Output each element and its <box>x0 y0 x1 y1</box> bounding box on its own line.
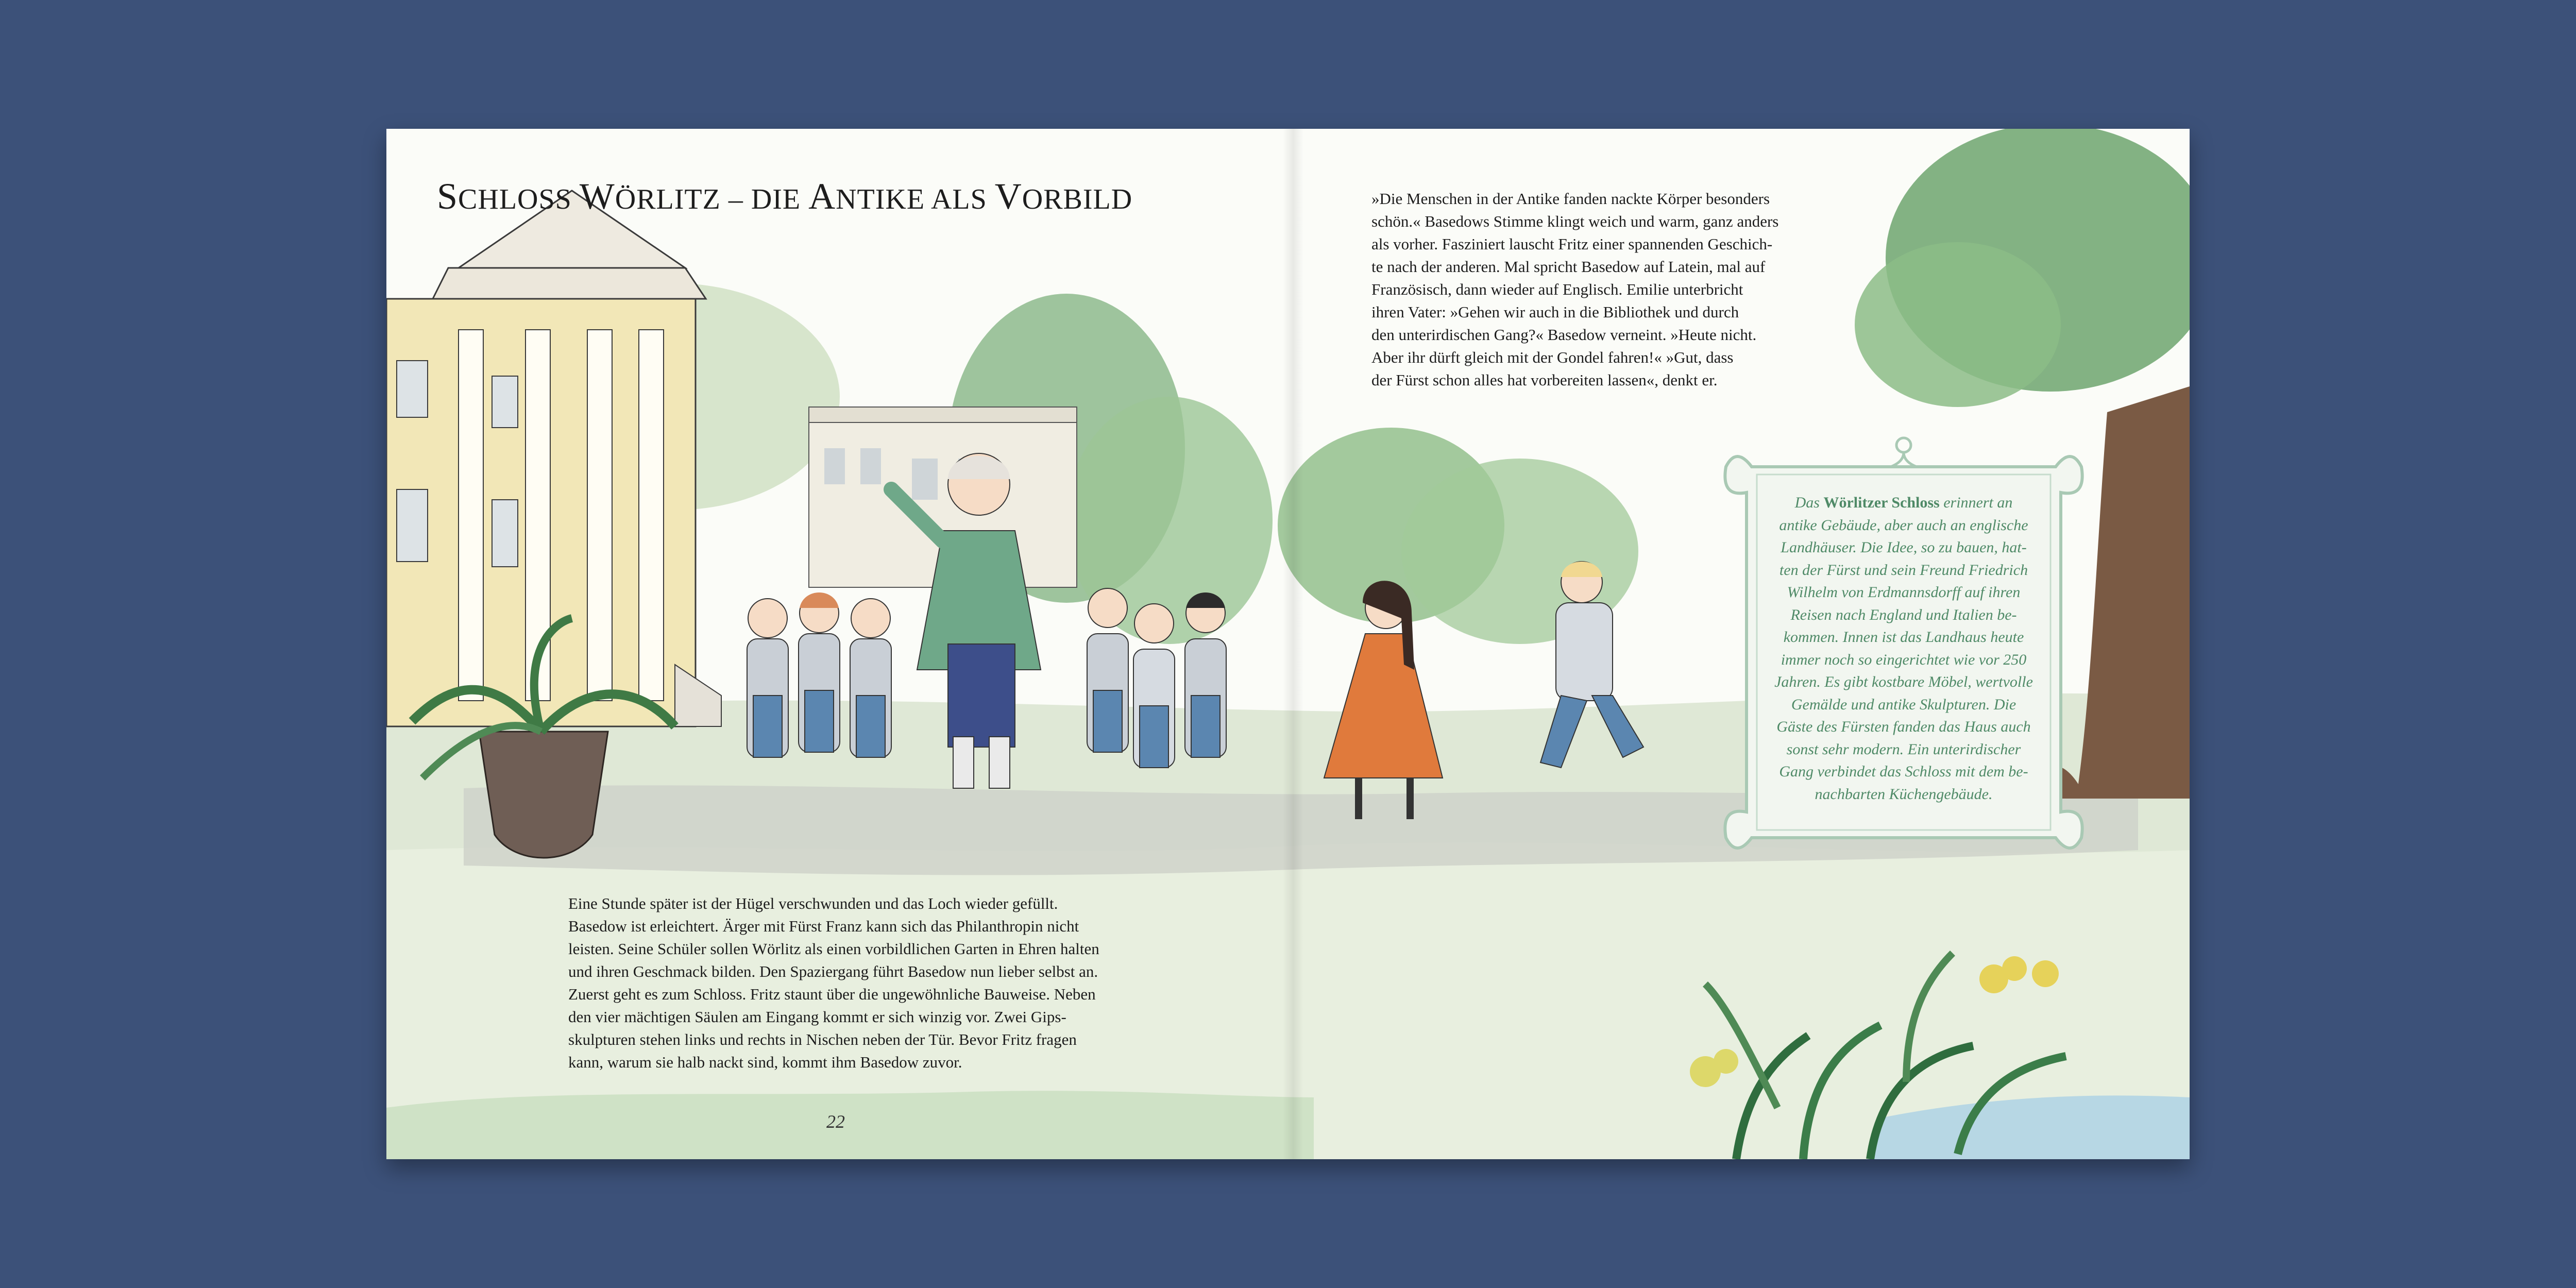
title-text: CHLOSS <box>458 183 580 215</box>
title-initial: A <box>808 176 836 217</box>
tree-trunk <box>2076 386 2190 799</box>
info-line: Jahren. Es gibt kostbare Möbel, wertvolle <box>1774 673 2033 690</box>
info-line: Gäste des Fürsten fanden das Haus auch <box>1776 718 2031 735</box>
title-initial: S <box>437 176 459 217</box>
text-line: leisten. Seine Schüler sollen Wörlitz als einen vorbildlichen Garten in Ehren halten <box>568 940 1099 958</box>
text-line: und ihren Geschmack bilden. Den Spaziergang führt Basedow nun lieber selbst an. <box>568 962 1098 980</box>
info-line: Gang verbindet das Schloss mit dem be- <box>1779 763 2028 780</box>
text-line: Zuerst geht es zum Schloss. Fritz staunt über die ungewöhnliche Bauweise. Neben <box>568 985 1096 1003</box>
info-text <box>1754 492 2053 805</box>
title-text: ORBILD <box>1022 183 1133 215</box>
foreground-grass <box>386 1091 1314 1159</box>
book-spread <box>386 129 2190 1159</box>
info-highlight: Wörlitzer Schloss <box>1823 494 1940 511</box>
text-line: den vier mächtigen Säulen am Eingang kommt er sich winzig vor. Zwei Gips- <box>568 1008 1066 1026</box>
left-page-text <box>568 892 1161 1074</box>
castle <box>386 191 721 726</box>
title-initial: W <box>579 176 615 217</box>
info-line: Reisen nach England und Italien be- <box>1790 606 2017 623</box>
info-line: antike Gebäude, aber auch an englische <box>1779 516 2028 534</box>
info-line <box>1754 492 2053 514</box>
info-line: immer noch so eingerichtet wie vor 250 <box>1781 651 2027 668</box>
text-line: »Die Menschen in der Antike fanden nackte Körper besonders <box>1371 190 1770 208</box>
info-line: kommen. Innen ist das Landhaus heute <box>1783 629 2024 646</box>
info-box <box>1716 436 2092 869</box>
page-title <box>437 175 1132 218</box>
info-text-pre: Das <box>1794 494 1824 511</box>
text-line: den unterirdischen Gang?« Basedow verneint. »Heute nicht. <box>1371 326 1757 344</box>
text-line: Eine Stunde später ist der Hügel verschwunden und das Loch wieder gefüllt. <box>568 894 1058 912</box>
text-line: ihren Vater: »Gehen wir auch in die Bibliothek und durch <box>1371 303 1739 321</box>
info-line: nachbarten Küchengebäude. <box>1815 785 1993 803</box>
title-initial: V <box>994 176 1022 217</box>
text-line: Aber ihr dürft gleich mit der Gondel fahren!« »Gut, dass <box>1371 348 1734 366</box>
info-line: ten der Fürst und sein Freund Friedrich <box>1779 561 2028 579</box>
title-text: NTIKE ALS <box>836 183 995 215</box>
text-line: als vorher. Fasziniert lauscht Fritz einer spannenden Geschich- <box>1371 235 1773 253</box>
text-line: der Fürst schon alles hat vorbereiten lassen«, denkt er. <box>1371 371 1718 389</box>
text-line: Französisch, dann wieder auf Englisch. Emilie unterbricht <box>1371 280 1743 298</box>
info-text-post: erinnert an <box>1939 494 2013 511</box>
right-page-text <box>1371 188 1887 392</box>
info-line: Landhäuser. Die Idee, so zu bauen, hat- <box>1781 539 2027 556</box>
info-line: sonst sehr modern. Ein unterirdischer <box>1786 740 2021 758</box>
page-number: 22 <box>826 1111 845 1132</box>
text-line: Basedow ist erleichtert. Ärger mit Fürst Franz kann sich das Philanthropin nicht <box>568 917 1079 935</box>
text-line: kann, warum sie halb nackt sind, kommt ihm Basedow zuvor. <box>568 1053 962 1071</box>
title-text: ÖRLITZ – DIE <box>615 183 809 215</box>
info-line: Wilhelm von Erdmannsdorff auf ihren <box>1787 584 2021 601</box>
text-line: schön.« Basedows Stimme klingt weich und warm, ganz anders <box>1371 212 1779 230</box>
text-line: te nach der anderen. Mal spricht Basedow auf Latein, mal auf <box>1371 258 1766 276</box>
book-gutter <box>1283 129 1303 1159</box>
text-line: skulpturen stehen links und rechts in Nischen neben der Tür. Bevor Fritz fragen <box>568 1030 1077 1048</box>
info-line: Gemälde und antike Skulpturen. Die <box>1791 696 2016 713</box>
